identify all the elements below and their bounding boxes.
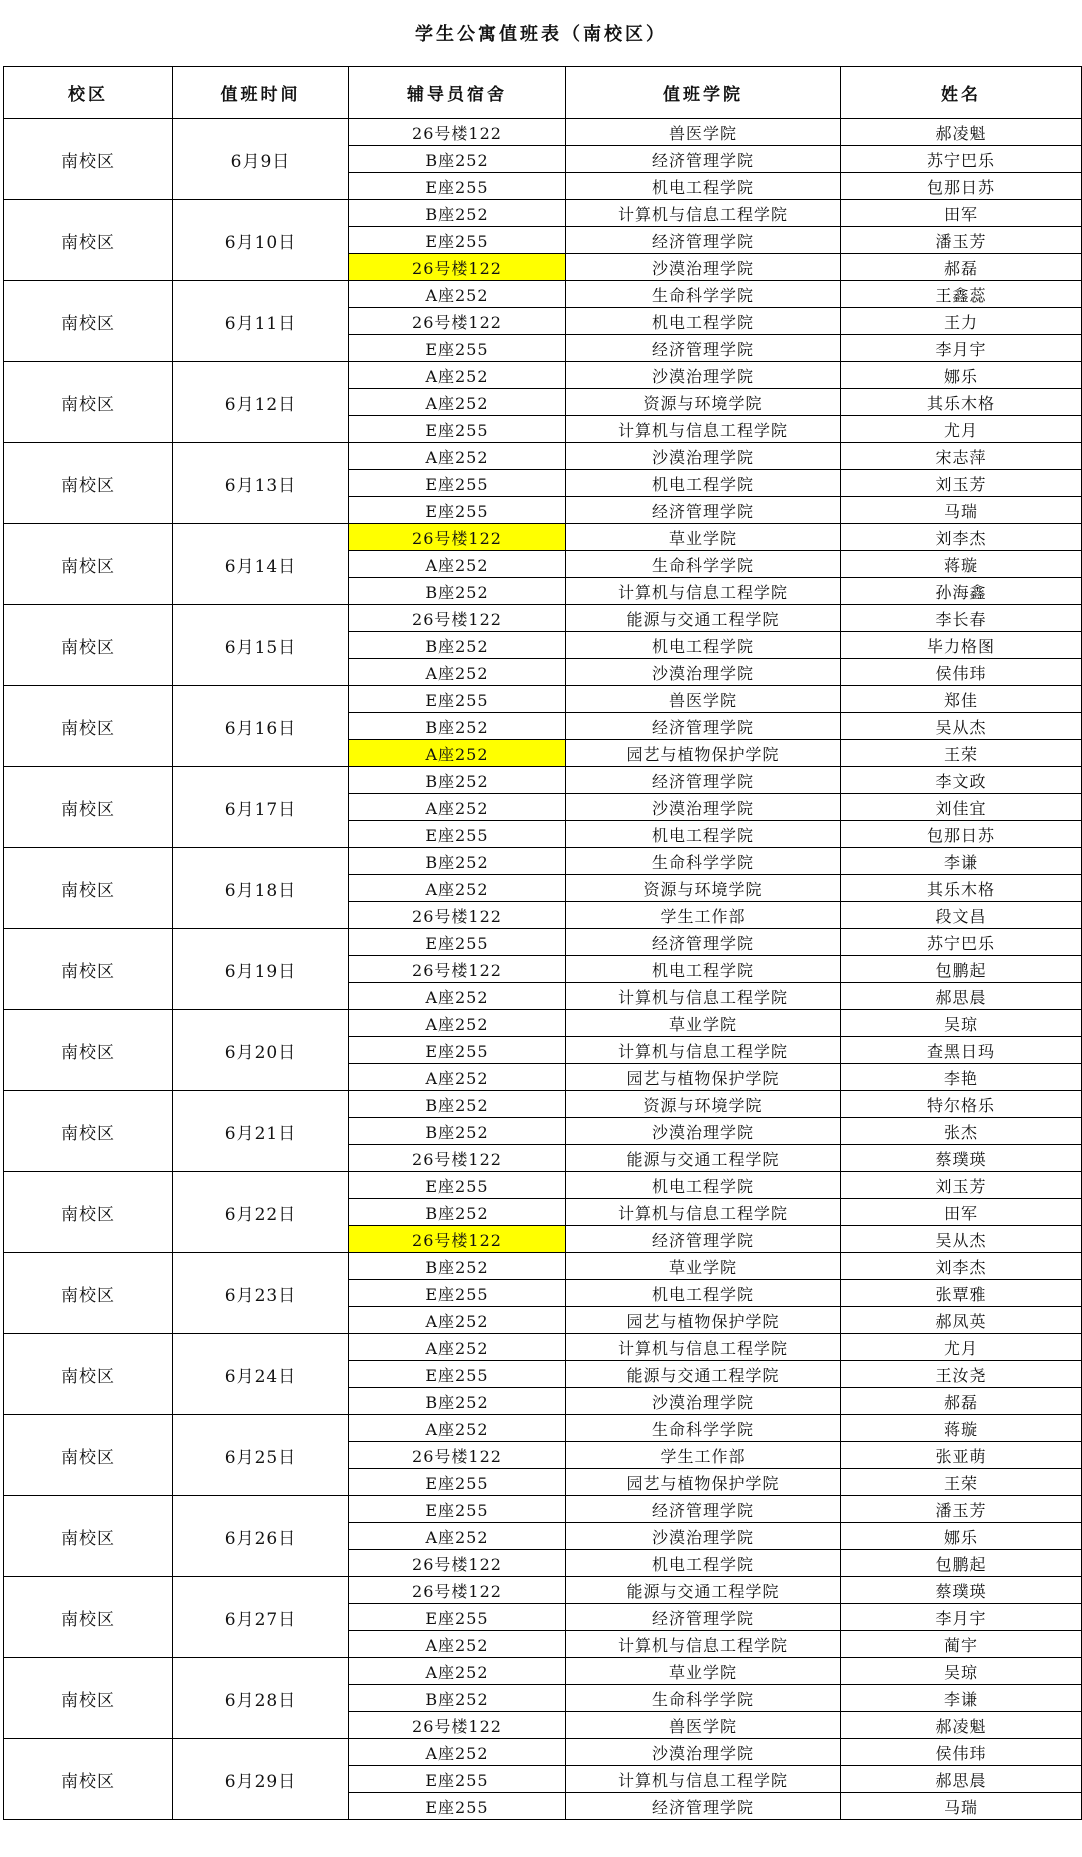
duty-date-cell: 6月26日: [173, 1496, 349, 1577]
table-row: [4, 848, 1082, 875]
name-cell: 特尔格乐: [841, 1091, 1082, 1118]
college-cell: 兽医学院: [566, 119, 841, 146]
college-cell: 园艺与植物保护学院: [566, 740, 841, 767]
duty-date-cell: 6月20日: [173, 1010, 349, 1091]
college-cell: 计算机与信息工程学院: [566, 578, 841, 605]
page-title: 学生公寓值班表（南校区）: [415, 24, 667, 45]
name-cell: 娜乐: [841, 1523, 1082, 1550]
dorm-cell: E座255: [349, 1172, 566, 1199]
college-cell: 沙漠治理学院: [566, 1388, 841, 1415]
college-cell: 计算机与信息工程学院: [566, 1037, 841, 1064]
dorm-cell: 26号楼122: [349, 524, 566, 551]
college-cell: 机电工程学院: [566, 308, 841, 335]
campus-cell: 南校区: [4, 929, 173, 1010]
college-cell: 计算机与信息工程学院: [566, 1631, 841, 1658]
dorm-cell: A座252: [349, 389, 566, 416]
name-cell: 郝磊: [841, 254, 1082, 281]
college-cell: 学生工作部: [566, 1442, 841, 1469]
name-cell: 刘李杰: [841, 524, 1082, 551]
name-cell: 尤月: [841, 1334, 1082, 1361]
name-cell: 郝思晨: [841, 1766, 1082, 1793]
dorm-cell: A座252: [349, 1307, 566, 1334]
college-cell: 资源与环境学院: [566, 875, 841, 902]
name-cell: 郝磊: [841, 1388, 1082, 1415]
dorm-cell: B座252: [349, 713, 566, 740]
dorm-cell: E座255: [349, 1604, 566, 1631]
duty-date-cell: 6月28日: [173, 1658, 349, 1739]
college-cell: 经济管理学院: [566, 1496, 841, 1523]
college-cell: 经济管理学院: [566, 146, 841, 173]
dorm-cell: E座255: [349, 227, 566, 254]
duty-date-cell: 6月12日: [173, 362, 349, 443]
table-row: [4, 605, 1082, 632]
college-cell: 园艺与植物保护学院: [566, 1064, 841, 1091]
dorm-cell: B座252: [349, 1118, 566, 1145]
college-cell: 园艺与植物保护学院: [566, 1307, 841, 1334]
duty-date-cell: 6月21日: [173, 1091, 349, 1172]
college-cell: 计算机与信息工程学院: [566, 416, 841, 443]
duty-date-cell: 6月24日: [173, 1334, 349, 1415]
name-cell: 李月宇: [841, 1604, 1082, 1631]
header-campus: 校区: [4, 67, 173, 119]
table-row: [4, 1577, 1082, 1604]
duty-date-cell: 6月9日: [173, 119, 349, 200]
dorm-cell: A座252: [349, 443, 566, 470]
college-cell: 计算机与信息工程学院: [566, 983, 841, 1010]
table-row: [4, 119, 1082, 146]
name-cell: 蒋璇: [841, 551, 1082, 578]
dorm-cell: E座255: [349, 497, 566, 524]
campus-cell: 南校区: [4, 1010, 173, 1091]
dorm-cell: B座252: [349, 1388, 566, 1415]
campus-cell: 南校区: [4, 1253, 173, 1334]
duty-date-cell: 6月27日: [173, 1577, 349, 1658]
name-cell: 李文政: [841, 767, 1082, 794]
dorm-cell: E座255: [349, 1469, 566, 1496]
dorm-cell: 26号楼122: [349, 902, 566, 929]
name-cell: 王汝尧: [841, 1361, 1082, 1388]
campus-cell: 南校区: [4, 200, 173, 281]
dorm-cell: 26号楼122: [349, 1577, 566, 1604]
header-counselor-dorm: 辅导员宿舍: [349, 67, 566, 119]
table-row: [4, 767, 1082, 794]
college-cell: 机电工程学院: [566, 1550, 841, 1577]
campus-cell: 南校区: [4, 1415, 173, 1496]
college-cell: 机电工程学院: [566, 821, 841, 848]
table-row: [4, 281, 1082, 308]
dorm-cell: B座252: [349, 767, 566, 794]
dorm-cell: B座252: [349, 1253, 566, 1280]
table-row: [4, 362, 1082, 389]
name-cell: 郝凌魁: [841, 1712, 1082, 1739]
table-row: [4, 1496, 1082, 1523]
duty-date-cell: 6月23日: [173, 1253, 349, 1334]
name-cell: 苏宁巴乐: [841, 146, 1082, 173]
college-cell: 草业学院: [566, 524, 841, 551]
campus-cell: 南校区: [4, 1739, 173, 1820]
duty-date-cell: 6月19日: [173, 929, 349, 1010]
table-row: [4, 524, 1082, 551]
dorm-cell: 26号楼122: [349, 119, 566, 146]
college-cell: 沙漠治理学院: [566, 362, 841, 389]
college-cell: 生命科学学院: [566, 551, 841, 578]
name-cell: 郝思晨: [841, 983, 1082, 1010]
dorm-cell: B座252: [349, 848, 566, 875]
dorm-cell: E座255: [349, 686, 566, 713]
name-cell: 李艳: [841, 1064, 1082, 1091]
college-cell: 计算机与信息工程学院: [566, 1199, 841, 1226]
table-row: [4, 1415, 1082, 1442]
table-row: [4, 1739, 1082, 1766]
name-cell: 刘玉芳: [841, 470, 1082, 497]
college-cell: 经济管理学院: [566, 335, 841, 362]
table-row: [4, 1334, 1082, 1361]
name-cell: 李谦: [841, 848, 1082, 875]
dorm-cell: E座255: [349, 173, 566, 200]
name-cell: 田军: [841, 200, 1082, 227]
college-cell: 能源与交通工程学院: [566, 1361, 841, 1388]
college-cell: 草业学院: [566, 1253, 841, 1280]
dorm-cell: A座252: [349, 1739, 566, 1766]
name-cell: 蔡璞瑛: [841, 1577, 1082, 1604]
name-cell: 王鑫蕊: [841, 281, 1082, 308]
campus-cell: 南校区: [4, 362, 173, 443]
college-cell: 草业学院: [566, 1658, 841, 1685]
dorm-cell: B座252: [349, 578, 566, 605]
dorm-cell: A座252: [349, 794, 566, 821]
dorm-cell: A座252: [349, 1631, 566, 1658]
dorm-cell: A座252: [349, 551, 566, 578]
table-row: [4, 1253, 1082, 1280]
college-cell: 资源与环境学院: [566, 389, 841, 416]
name-cell: 宋志萍: [841, 443, 1082, 470]
name-cell: 潘玉芳: [841, 227, 1082, 254]
name-cell: 苏宁巴乐: [841, 929, 1082, 956]
dorm-cell: E座255: [349, 1361, 566, 1388]
campus-cell: 南校区: [4, 767, 173, 848]
campus-cell: 南校区: [4, 605, 173, 686]
college-cell: 沙漠治理学院: [566, 1739, 841, 1766]
college-cell: 生命科学学院: [566, 281, 841, 308]
duty-date-cell: 6月17日: [173, 767, 349, 848]
college-cell: 经济管理学院: [566, 1226, 841, 1253]
name-cell: 潘玉芳: [841, 1496, 1082, 1523]
table-row: [4, 686, 1082, 713]
header-duty-college: 值班学院: [566, 67, 841, 119]
dorm-cell: 26号楼122: [349, 956, 566, 983]
college-cell: 能源与交通工程学院: [566, 1145, 841, 1172]
college-cell: 机电工程学院: [566, 1172, 841, 1199]
name-cell: 毕力格图: [841, 632, 1082, 659]
name-cell: 其乐木格: [841, 875, 1082, 902]
name-cell: 吴从杰: [841, 713, 1082, 740]
college-cell: 生命科学学院: [566, 1415, 841, 1442]
roster-body: [4, 119, 1082, 1820]
name-cell: 查黑日玛: [841, 1037, 1082, 1064]
dorm-cell: 26号楼122: [349, 1145, 566, 1172]
college-cell: 兽医学院: [566, 686, 841, 713]
college-cell: 经济管理学院: [566, 1793, 841, 1820]
dorm-cell: A座252: [349, 281, 566, 308]
dorm-cell: B座252: [349, 146, 566, 173]
college-cell: 机电工程学院: [566, 956, 841, 983]
college-cell: 经济管理学院: [566, 497, 841, 524]
name-cell: 田军: [841, 1199, 1082, 1226]
name-cell: 刘佳宜: [841, 794, 1082, 821]
duty-date-cell: 6月22日: [173, 1172, 349, 1253]
campus-cell: 南校区: [4, 1658, 173, 1739]
dorm-cell: 26号楼122: [349, 308, 566, 335]
duty-date-cell: 6月14日: [173, 524, 349, 605]
dorm-cell: E座255: [349, 1496, 566, 1523]
dorm-cell: 26号楼122: [349, 1712, 566, 1739]
duty-date-cell: 6月25日: [173, 1415, 349, 1496]
campus-cell: 南校区: [4, 281, 173, 362]
dorm-cell: A座252: [349, 1334, 566, 1361]
college-cell: 沙漠治理学院: [566, 254, 841, 281]
campus-cell: 南校区: [4, 1334, 173, 1415]
header-row: [4, 67, 1082, 119]
campus-cell: 南校区: [4, 686, 173, 767]
college-cell: 兽医学院: [566, 1712, 841, 1739]
campus-cell: 南校区: [4, 1172, 173, 1253]
dorm-cell: B座252: [349, 1199, 566, 1226]
dorm-cell: A座252: [349, 1658, 566, 1685]
duty-date-cell: 6月18日: [173, 848, 349, 929]
campus-cell: 南校区: [4, 1577, 173, 1658]
dorm-cell: A座252: [349, 1523, 566, 1550]
dorm-cell: B座252: [349, 200, 566, 227]
college-cell: 沙漠治理学院: [566, 1523, 841, 1550]
dorm-cell: E座255: [349, 1037, 566, 1064]
duty-date-cell: 6月16日: [173, 686, 349, 767]
name-cell: 郝凌魁: [841, 119, 1082, 146]
college-cell: 经济管理学院: [566, 713, 841, 740]
campus-cell: 南校区: [4, 524, 173, 605]
name-cell: 张杰: [841, 1118, 1082, 1145]
name-cell: 王力: [841, 308, 1082, 335]
name-cell: 包那日苏: [841, 173, 1082, 200]
name-cell: 张亚萌: [841, 1442, 1082, 1469]
name-cell: 其乐木格: [841, 389, 1082, 416]
dorm-cell: B座252: [349, 1091, 566, 1118]
name-cell: 刘玉芳: [841, 1172, 1082, 1199]
table-row: [4, 1172, 1082, 1199]
name-cell: 李谦: [841, 1685, 1082, 1712]
name-cell: 马瑞: [841, 497, 1082, 524]
college-cell: 经济管理学院: [566, 767, 841, 794]
name-cell: 张覃雅: [841, 1280, 1082, 1307]
dorm-cell: E座255: [349, 821, 566, 848]
dorm-cell: 26号楼122: [349, 1550, 566, 1577]
college-cell: 沙漠治理学院: [566, 1118, 841, 1145]
college-cell: 资源与环境学院: [566, 1091, 841, 1118]
name-cell: 包那日苏: [841, 821, 1082, 848]
name-cell: 段文昌: [841, 902, 1082, 929]
dorm-cell: A座252: [349, 659, 566, 686]
name-cell: 娜乐: [841, 362, 1082, 389]
name-cell: 马瑞: [841, 1793, 1082, 1820]
name-cell: 吴琼: [841, 1658, 1082, 1685]
college-cell: 草业学院: [566, 1010, 841, 1037]
dorm-cell: E座255: [349, 929, 566, 956]
name-cell: 包鹏起: [841, 1550, 1082, 1577]
name-cell: 蒋璇: [841, 1415, 1082, 1442]
college-cell: 经济管理学院: [566, 929, 841, 956]
college-cell: 经济管理学院: [566, 1604, 841, 1631]
dorm-cell: A座252: [349, 875, 566, 902]
name-cell: 孙海鑫: [841, 578, 1082, 605]
college-cell: 沙漠治理学院: [566, 794, 841, 821]
name-cell: 郑佳: [841, 686, 1082, 713]
dorm-cell: E座255: [349, 416, 566, 443]
table-row: [4, 443, 1082, 470]
name-cell: 蔡璞瑛: [841, 1145, 1082, 1172]
campus-cell: 南校区: [4, 119, 173, 200]
name-cell: 王荣: [841, 740, 1082, 767]
dorm-cell: A座252: [349, 1010, 566, 1037]
campus-cell: 南校区: [4, 848, 173, 929]
college-cell: 学生工作部: [566, 902, 841, 929]
dorm-cell: A座252: [349, 1064, 566, 1091]
name-cell: 侯伟玮: [841, 659, 1082, 686]
table-row: [4, 200, 1082, 227]
table-row: [4, 1010, 1082, 1037]
name-cell: 吴从杰: [841, 1226, 1082, 1253]
name-cell: 李长春: [841, 605, 1082, 632]
college-cell: 计算机与信息工程学院: [566, 1766, 841, 1793]
college-cell: 沙漠治理学院: [566, 659, 841, 686]
dorm-cell: A座252: [349, 1415, 566, 1442]
dorm-cell: E座255: [349, 335, 566, 362]
dorm-cell: A座252: [349, 983, 566, 1010]
dorm-cell: 26号楼122: [349, 605, 566, 632]
college-cell: 生命科学学院: [566, 848, 841, 875]
name-cell: 包鹏起: [841, 956, 1082, 983]
name-cell: 尤月: [841, 416, 1082, 443]
dorm-cell: E座255: [349, 1793, 566, 1820]
campus-cell: 南校区: [4, 443, 173, 524]
name-cell: 侯伟玮: [841, 1739, 1082, 1766]
name-cell: 蔺宇: [841, 1631, 1082, 1658]
table-row: [4, 929, 1082, 956]
name-cell: 王荣: [841, 1469, 1082, 1496]
duty-date-cell: 6月10日: [173, 200, 349, 281]
dorm-cell: B座252: [349, 1685, 566, 1712]
duty-roster-table: [3, 66, 1082, 1820]
duty-date-cell: 6月15日: [173, 605, 349, 686]
campus-cell: 南校区: [4, 1496, 173, 1577]
dorm-cell: A座252: [349, 362, 566, 389]
dorm-cell: E座255: [349, 1280, 566, 1307]
header-name: 姓名: [841, 67, 1082, 119]
college-cell: 能源与交通工程学院: [566, 1577, 841, 1604]
college-cell: 经济管理学院: [566, 227, 841, 254]
college-cell: 机电工程学院: [566, 470, 841, 497]
table-row: [4, 1091, 1082, 1118]
duty-date-cell: 6月11日: [173, 281, 349, 362]
dorm-cell: E座255: [349, 1766, 566, 1793]
duty-date-cell: 6月29日: [173, 1739, 349, 1820]
dorm-cell: 26号楼122: [349, 254, 566, 281]
name-cell: 郝凤英: [841, 1307, 1082, 1334]
college-cell: 沙漠治理学院: [566, 443, 841, 470]
dorm-cell: 26号楼122: [349, 1226, 566, 1253]
college-cell: 计算机与信息工程学院: [566, 200, 841, 227]
dorm-cell: 26号楼122: [349, 1442, 566, 1469]
college-cell: 生命科学学院: [566, 1685, 841, 1712]
name-cell: 吴琼: [841, 1010, 1082, 1037]
college-cell: 机电工程学院: [566, 1280, 841, 1307]
header-duty-date: 值班时间: [173, 67, 349, 119]
dorm-cell: E座255: [349, 470, 566, 497]
dorm-cell: A座252: [349, 740, 566, 767]
college-cell: 机电工程学院: [566, 632, 841, 659]
name-cell: 李月宇: [841, 335, 1082, 362]
dorm-cell: B座252: [349, 632, 566, 659]
college-cell: 能源与交通工程学院: [566, 605, 841, 632]
name-cell: 刘李杰: [841, 1253, 1082, 1280]
college-cell: 机电工程学院: [566, 173, 841, 200]
campus-cell: 南校区: [4, 1091, 173, 1172]
duty-date-cell: 6月13日: [173, 443, 349, 524]
college-cell: 计算机与信息工程学院: [566, 1334, 841, 1361]
table-row: [4, 1658, 1082, 1685]
college-cell: 园艺与植物保护学院: [566, 1469, 841, 1496]
